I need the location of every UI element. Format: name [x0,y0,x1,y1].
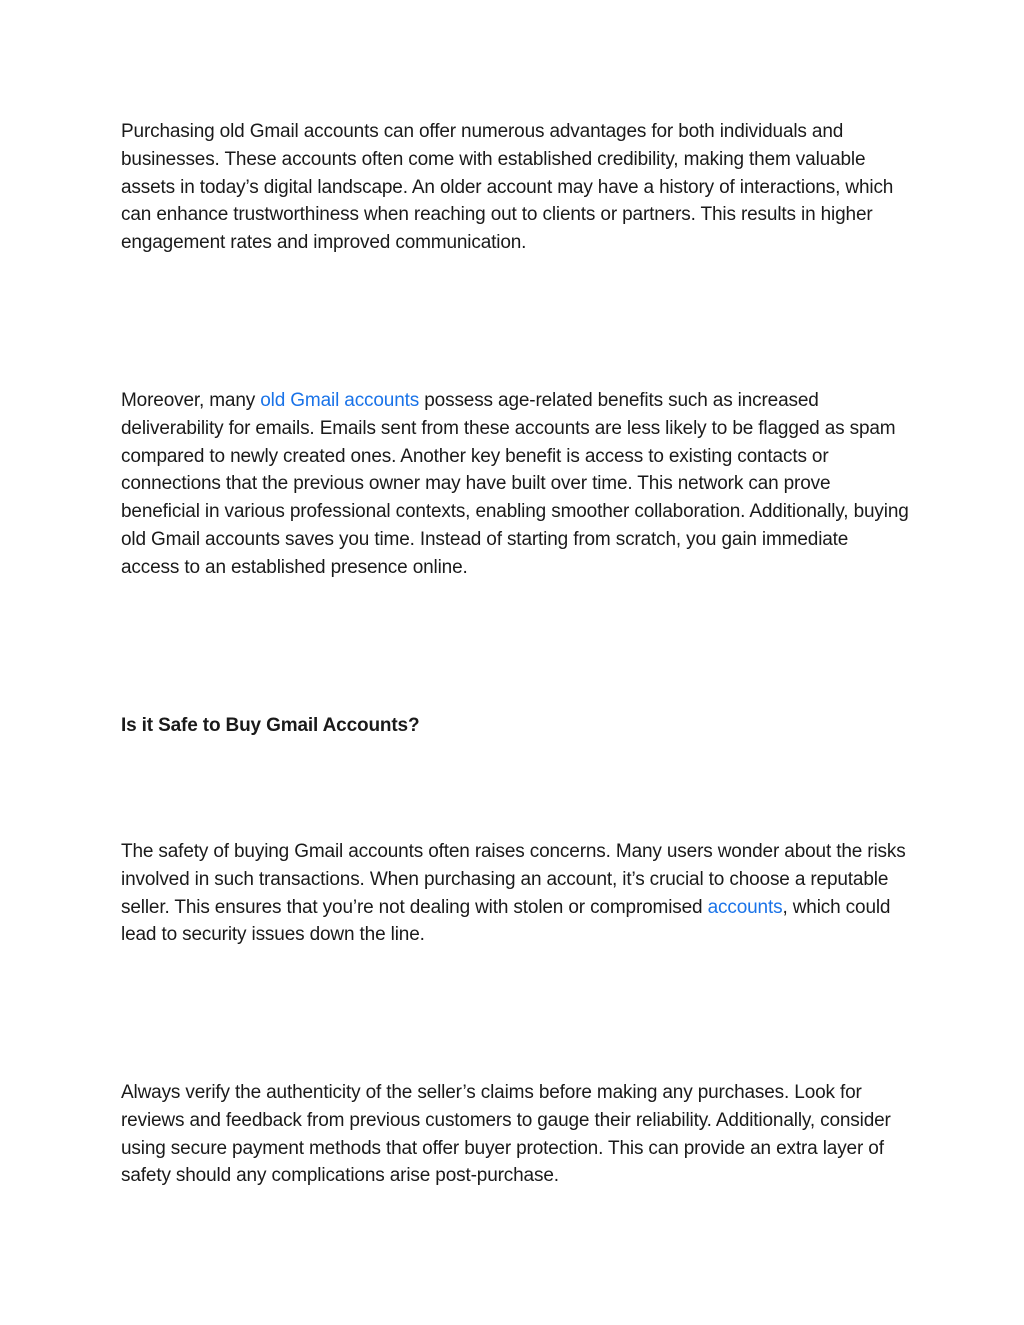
paragraph-advantages: Purchasing old Gmail accounts can offer numerous advantages for both individuals and businesses. These accounts often come with established credibility, making them valuable assets in today’s digital landscape. An older account may have a history of interactions, which can enhance trustworthiness when reaching out to clients or partners. This results in higher engagement rates and improved communication. [121,121,894,254]
paragraph-text-segment: Moreover, many [121,390,261,411]
paragraph-text-segment: The safety of buying Gmail accounts often raises concerns. Many users wonder about the risks involved in such transactions. When purchasing an account, it’s crucial to choose a reputable seller. This ensures that you’re not dealing with stolen or compromised [121,841,906,918]
paragraph-text-segment: , which could lead to security issues down the line. [121,896,891,946]
section-heading-safety: Is it Safe to Buy Gmail Accounts? [121,715,420,736]
old-gmail-accounts-link[interactable]: old Gmail accounts [260,390,420,411]
accounts-link[interactable]: accounts [707,896,783,918]
paragraph-benefits [121,387,911,582]
paragraph-text-segment: possess age-related benefits such as increased deliverability for emails. Emails sent from these accounts are less likely to be flagged as spam compared to newly created ones. Another key benefit is access to existing contacts or connections that the previous owner may have built over time. This network can prove beneficial in various professional contexts, enabling smoother collaboration. Additionally, buying old Gmail accounts saves you time. Instead of starting from scratch, you gain immediate access to an established presence online. [121,390,909,578]
paragraph-verify-seller: Always verify the authenticity of the seller’s claims before making any purchases. Look for reviews and feedback from previous customers to gauge their reliability. Additionally, consider using secure payment methods that offer buyer protection. This can provide an extra layer of safety should any complications arise post-purchase. [121,1082,891,1187]
paragraph-safety-concerns [121,838,911,949]
